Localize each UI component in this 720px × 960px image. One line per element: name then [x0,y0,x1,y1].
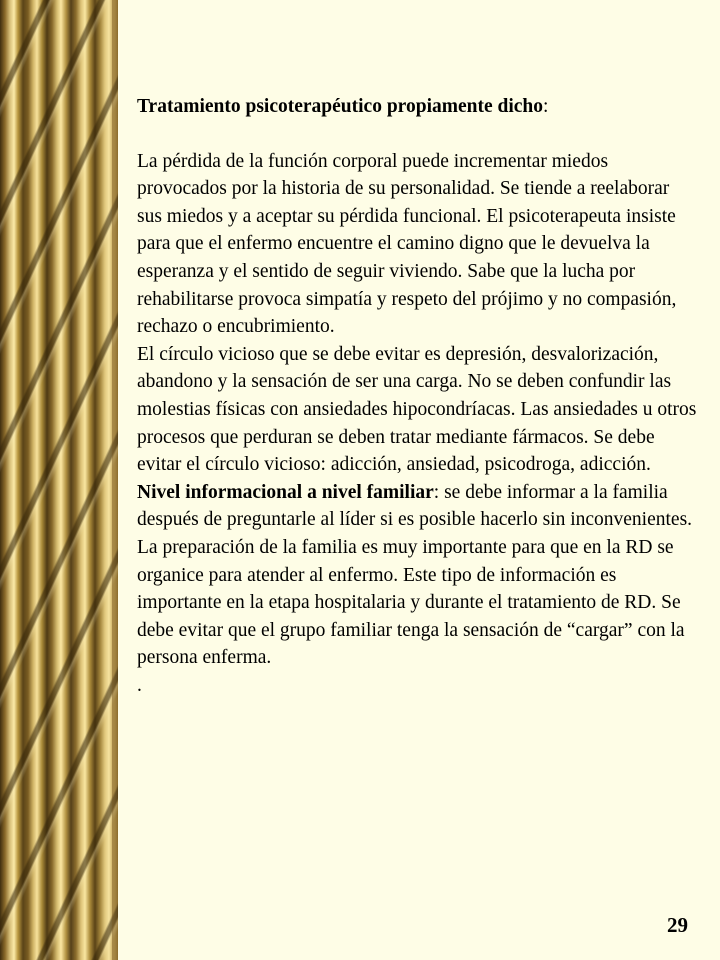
family-information-heading: Nivel informacional a nivel familiar [137,481,434,503]
section-heading [137,93,697,121]
paragraph-loss-of-function: La pérdida de la función corporal puede incrementar miedos provocados por la historia de su personalidad. Se tiende a reelaborar sus miedos y a aceptar su pérdida funcional. El psicoterapeuta insiste para que el enfermo encuentre el camino digno que le devuelva la esperanza y el sentido de seguir viviendo. Sabe que la lucha por rehabilitarse provoca simpatía y respeto del prójimo y no compasión, rechazo o encubrimiento. [137,150,677,338]
paragraph-family-information [137,479,697,672]
family-information-body: : se debe informar a la familia después de preguntarle al líder si es posible hacerlo sin inconvenientes. La preparación de la familia es muy importante para que en la RD se organice para atender al enfermo. Este tipo de información es importante en la etapa hospitalaria y durante el tratamiento de RD. Se debe evitar que el grupo familiar tenga la sensación de “cargar” con la persona enferma. [137,481,693,669]
paragraph-trailing-dot: . [137,674,142,696]
decorative-gold-border [0,0,118,960]
section-heading-colon: : [543,96,549,117]
paragraph-vicious-circle: El círculo vicioso que se debe evitar es depresión, desvalorización, abandono y la sensación de ser una carga. No se deben confundir las molestias físicas con ansiedades hipocondríacas. Las ansiedades u otros procesos que perduran se deben tratar mediante fármacos. Se debe evitar el círculo vicioso: adicción, ansiedad, psicodroga, adicción. [137,343,697,476]
slide-body [137,93,697,699]
page-number: 29 [667,913,688,937]
section-heading-title: Tratamiento psicoterapéutico propiamente dicho [137,96,544,117]
